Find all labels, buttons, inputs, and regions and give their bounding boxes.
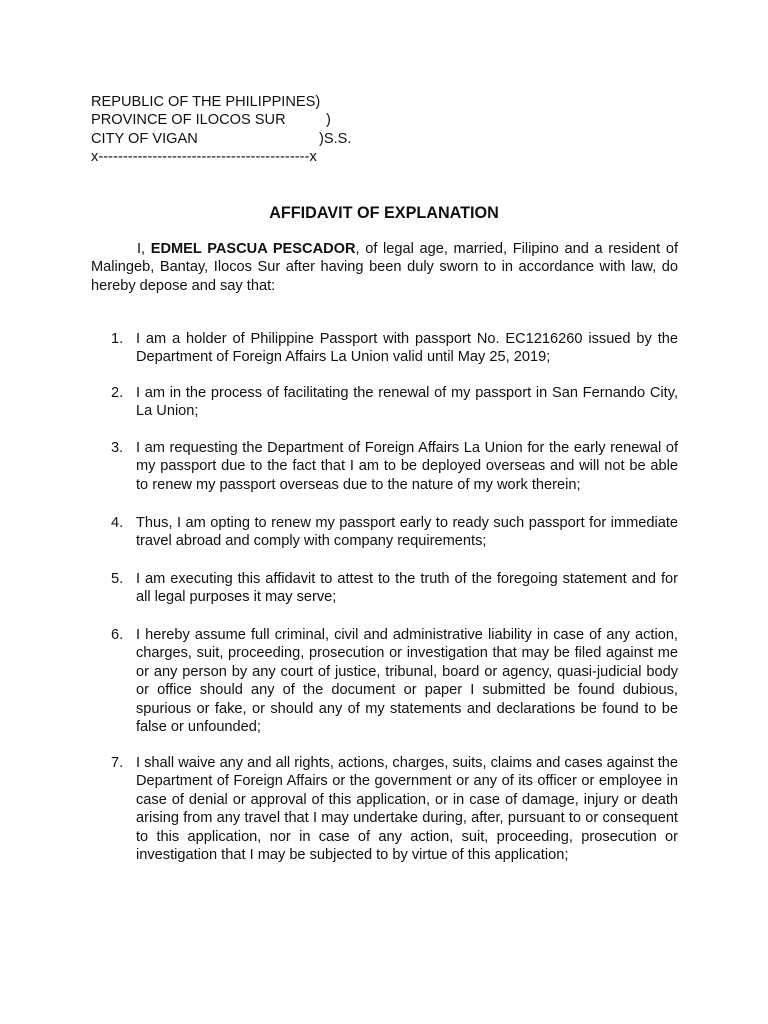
list-item-number: 6. bbox=[111, 627, 124, 643]
list-item-number: 7. bbox=[111, 755, 124, 771]
list-item-text: I am a holder of Philippine Passport with passport No. EC1216260 issued by the Department of Foreign Affairs La Union valid until May 25, 2019; bbox=[136, 331, 678, 366]
list-item-text: Thus, I am opting to renew my passport early to ready such passport for immediate travel abroad and comply with company requirements; bbox=[136, 515, 678, 550]
list-item-number: 4. bbox=[111, 515, 124, 531]
list-item-text: I am requesting the Department of Foreign Affairs La Union for the early renewal of my passport due to the fact that I am to be deployed overseas and will not be able to renew my passport overseas due to the nature of my work therein; bbox=[136, 440, 678, 493]
list-item-text: I hereby assume full criminal, civil and administrative liability in case of any action, charges, suit, proceeding, prosecution or investigation that may be filed against me or any person by any court of justice, tribunal, board or agency, quasi-judicial body or office should any of the document or paper I submitted be found dubious, spurious or fake, or should any of my statements and declarations be found to be false or unfounded; bbox=[136, 627, 678, 736]
caption-ss: )S.S. bbox=[319, 130, 352, 147]
list-item bbox=[111, 514, 678, 551]
list-item-text: I am in the process of facilitating the renewal of my passport in San Fernando City, La Union; bbox=[136, 385, 678, 420]
list-item bbox=[111, 626, 678, 736]
list-item-text: I am executing this affidavit to attest to the truth of the foregoing statement and for all legal purposes it may serve; bbox=[136, 571, 678, 606]
list-item-number: 1. bbox=[111, 331, 124, 347]
list-item bbox=[111, 330, 678, 367]
intro-prefix: I, bbox=[137, 241, 151, 257]
caption-province-bracket: ) bbox=[326, 112, 331, 129]
list-item bbox=[111, 439, 678, 494]
intro-rest: , of legal age, married, Filipino and a resident of Malingeb, Bantay, Ilocos Sur after having been duly sworn to in accordance with law, do hereby depose and say that: bbox=[91, 241, 679, 294]
list-item bbox=[111, 384, 678, 421]
list-item-number: 3. bbox=[111, 440, 124, 456]
list-item-text: I shall waive any and all rights, actions, charges, suits, claims and cases against the Department of Foreign Affairs or the government or any of its officer or employee in case of denial or approval of this application, or in case of damage, injury or death arising from any travel that I may undertake during, after, pursuant to or consequent to this application, nor in case of any action, suit, proceeding, prosecution or investigation that I may be subjected to by virtue of this application; bbox=[136, 755, 678, 864]
caption-city: CITY OF VIGAN bbox=[91, 130, 198, 147]
list-item bbox=[111, 754, 678, 864]
document-title: AFFIDAVIT OF EXPLANATION bbox=[269, 204, 499, 222]
affiant-name: EDMEL PASCUA PESCADOR bbox=[150, 241, 356, 257]
caption-province: PROVINCE OF ILOCOS SUR bbox=[91, 112, 286, 129]
list-item bbox=[111, 570, 678, 607]
caption-republic: REPUBLIC OF THE PHILIPPINES) bbox=[91, 94, 321, 110]
list-item-number: 5. bbox=[111, 571, 124, 587]
caption-divider: x-------------------------------------------x bbox=[91, 149, 317, 166]
list-item-number: 2. bbox=[111, 385, 124, 401]
